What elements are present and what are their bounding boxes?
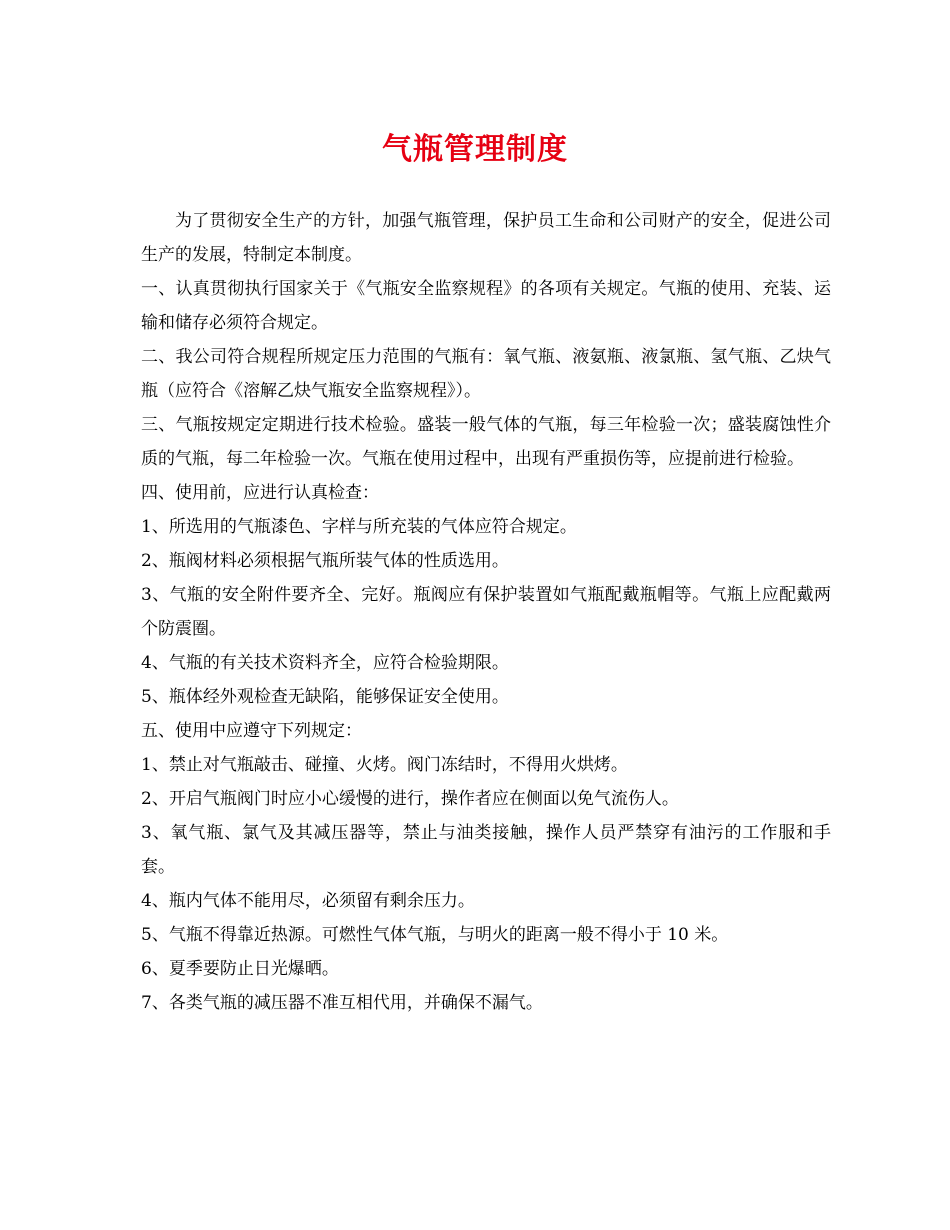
body-paragraph: 7、各类气瓶的减压器不准互相代用，并确保不漏气。 xyxy=(141,993,543,1013)
body-paragraph: 三、气瓶按规定定期进行技术检验。盛装一般气体的气瓶，每三年检验一次；盛装腐蚀性介质的气瓶，每二年检验一次。气瓶在使用过程中，出现有严重损伤等，应提前进行检验。 xyxy=(141,415,831,469)
body-paragraph: 为了贯彻安全生产的方针，加强气瓶管理，保护员工生命和公司财产的安全，促进公司生产的发展，特制定本制度。 xyxy=(141,211,831,265)
body-paragraph: 3、气瓶的安全附件要齐全、完好。瓶阀应有保护装置如气瓶配戴瓶帽等。气瓶上应配戴两个防震圈。 xyxy=(141,585,831,639)
body-paragraph: 4、气瓶的有关技术资料齐全，应符合检验期限。 xyxy=(141,653,509,673)
body-paragraph: 6、夏季要防止日光爆晒。 xyxy=(141,959,339,979)
body-paragraph: 4、瓶内气体不能用尽，必须留有剩余压力。 xyxy=(141,891,475,911)
document-body xyxy=(141,204,831,1020)
body-paragraph: 一、认真贯彻执行国家关于《气瓶安全监察规程》的各项有关规定。气瓶的使用、充装、运输和储存必须符合规定。 xyxy=(141,279,831,333)
body-paragraph: 2、开启气瓶阀门时应小心缓慢的进行，操作者应在侧面以免气流伤人。 xyxy=(141,789,679,809)
body-paragraph: 1、禁止对气瓶敲击、碰撞、火烤。阀门冻结时，不得用火烘烤。 xyxy=(141,755,628,775)
body-paragraph: 5、瓶体经外观检查无缺陷，能够保证安全使用。 xyxy=(141,687,509,707)
body-paragraph: 四、使用前，应进行认真检查： xyxy=(141,483,379,503)
document-title: 气瓶管理制度 xyxy=(382,132,568,167)
body-paragraph: 3、氧气瓶、氯气及其减压器等，禁止与油类接触，操作人员严禁穿有油污的工作服和手套。 xyxy=(141,823,831,877)
body-paragraph: 五、使用中应遵守下列规定： xyxy=(141,721,362,741)
body-paragraph: 二、我公司符合规程所规定压力范围的气瓶有：氧气瓶、液氨瓶、液氯瓶、氢气瓶、乙炔气瓶（应符合《溶解乙炔气瓶安全监察规程》）。 xyxy=(141,347,831,401)
body-paragraph: 5、气瓶不得靠近热源。可燃性气体气瓶，与明火的距离一般不得小于 10 米。 xyxy=(141,925,729,945)
body-paragraph: 1、所选用的气瓶漆色、字样与所充装的气体应符合规定。 xyxy=(141,517,577,537)
body-paragraph: 2、瓶阀材料必须根据气瓶所装气体的性质选用。 xyxy=(141,551,509,571)
